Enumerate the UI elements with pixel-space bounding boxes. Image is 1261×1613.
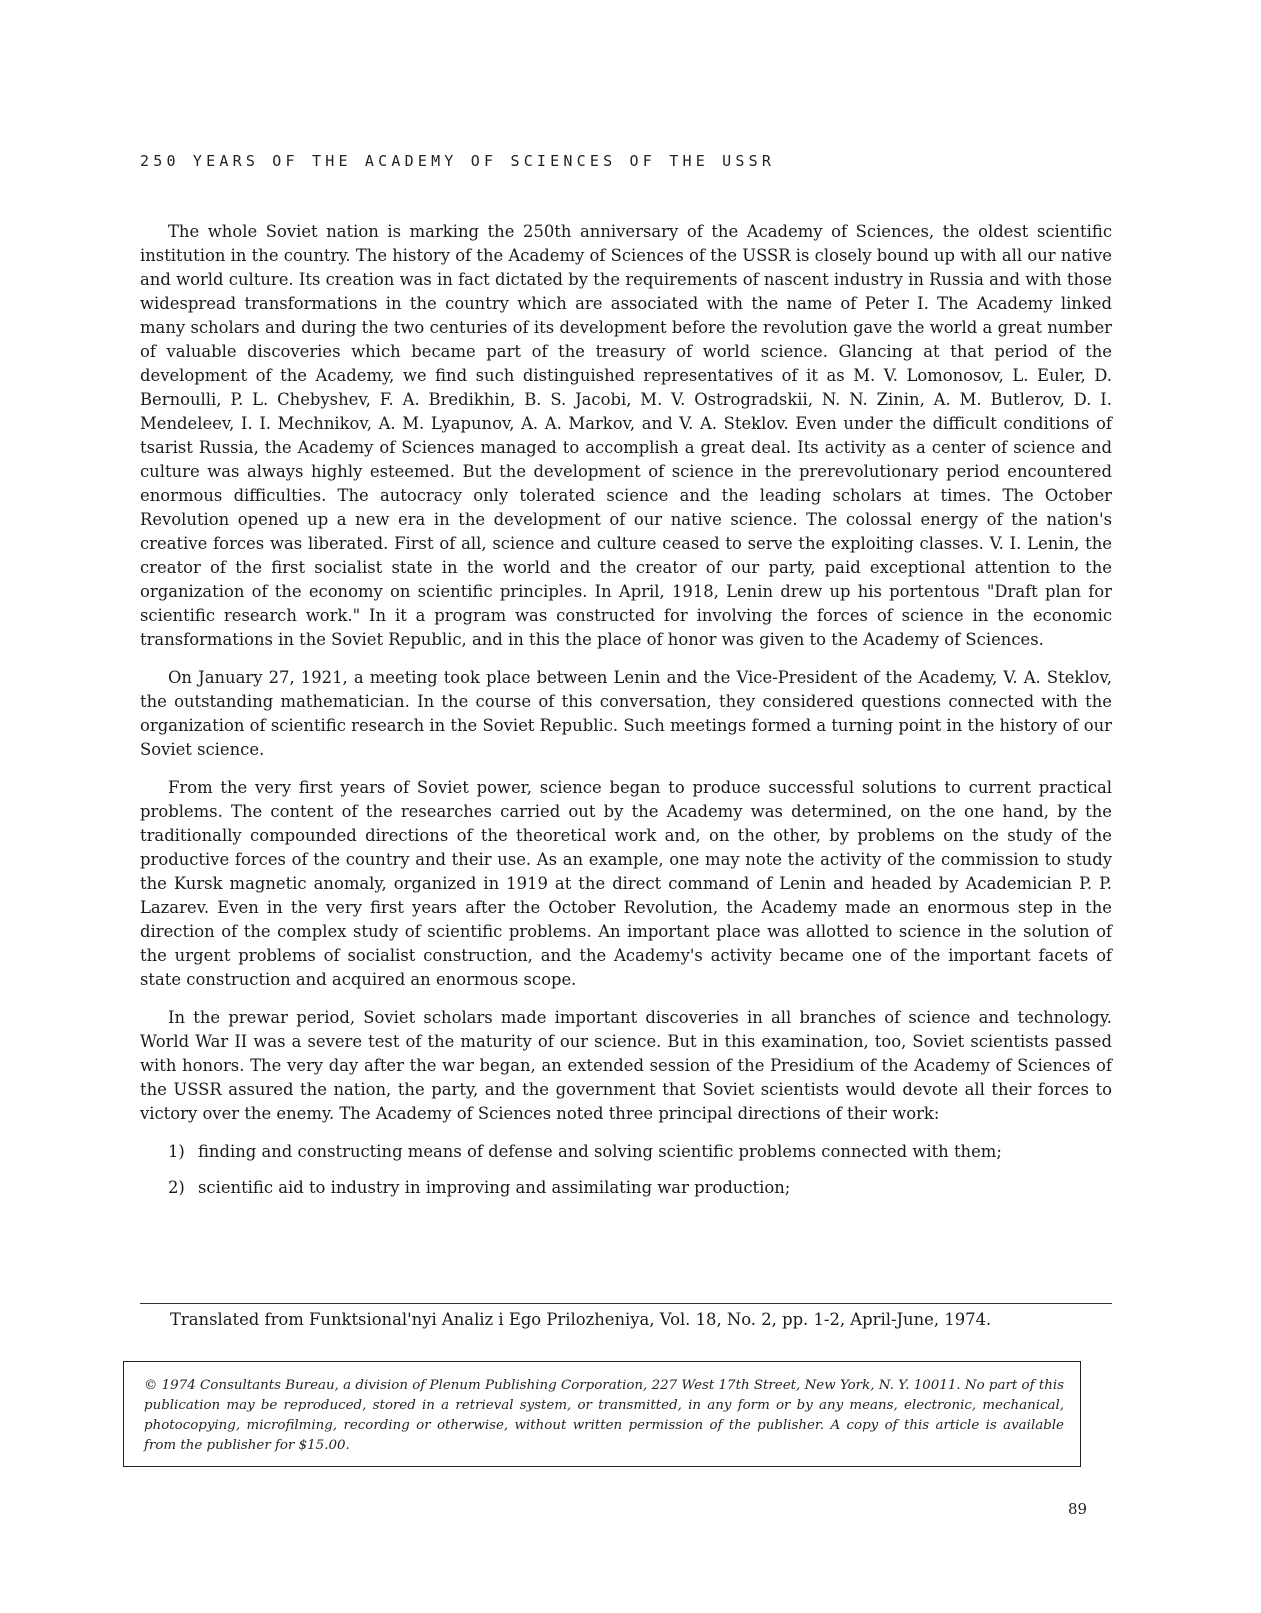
page-number: 89 [1068,1500,1088,1518]
paragraph-4: In the prewar period, Soviet scholars made important discoveries in all branches of science and technology. World War II was a severe test of the maturity of our science. But in this examination, too, Soviet scientists passed with honors. The very day after the war began, an extended session of the Presidium of the Academy of Sciences of the USSR assured the nation, the party, and the government that Soviet scientists would devote all their forces to victory over the enemy. The Academy of Sciences noted three principal directions of their work: [140,1008,1112,1123]
list-item-1 [140,1140,1112,1164]
article-body [140,220,1112,1212]
list-item-text: scientific aid to industry in improving and assimilating war production; [198,1178,791,1197]
list-item-2 [140,1176,1112,1200]
footnote-divider [140,1303,1112,1304]
copyright-notice [123,1361,1081,1467]
copyright-text: © 1974 Consultants Bureau, a division of Plenum Publishing Corporation, 227 West 17th Street, New York, N. Y. 10011. No part of this publication may be reproduced, stored in a retrieval system, or transmitted, in any form or by any means, electronic, mechanical, photocopying, microfilming, recording or otherwise, without written permission of the publisher. A copy of this article is available from the publisher for $15.00. [144,1378,1064,1453]
list-item-number: 2) [168,1178,185,1197]
list-item-text: finding and constructing means of defense and solving scientific problems connected with them; [198,1142,1002,1161]
translation-note: Translated from Funktsional'nyi Analiz i Ego Prilozheniya, Vol. 18, No. 2, pp. 1-2, April-June, 1974. [170,1310,992,1329]
paragraph-2: On January 27, 1921, a meeting took place between Lenin and the Vice-President of the Academy, V. A. Steklov, the outstanding mathematician. In the course of this conversation, they considered questions connected with the organization of scientific research in the Soviet Republic. Such meetings formed a turning point in the history of our Soviet science. [140,668,1112,759]
list-item-number: 1) [168,1142,185,1161]
paragraph-3: From the very first years of Soviet power, science began to produce successful solutions to current practical problems. The content of the researches carried out by the Academy was determined, on the one hand, by the traditionally compounded directions of the theoretical work and, on the other, by problems on the study of the productive forces of the country and their use. As an example, one may note the activity of the commission to study the Kursk magnetic anomaly, organized in 1919 at the direct command of Lenin and headed by Academician P. P. Lazarev. Even in the very first years after the October Revolution, the Academy made an enormous step in the direction of the complex study of scientific problems. An important place was allotted to science in the solution of the urgent problems of socialist construction, and the Academy's activity became one of the important facets of state construction and acquired an enormous scope. [140,778,1112,989]
article-title: 250 YEARS OF THE ACADEMY OF SCIENCES OF THE USSR [140,152,776,170]
paragraph-1: The whole Soviet nation is marking the 250th anniversary of the Academy of Sciences, the oldest scientific institution in the country. The history of the Academy of Sciences of the USSR is closely bound up with all our native and world culture. Its creation was in fact dictated by the requirements of nascent industry in Russia and with those widespread transformations in the country which are associated with the name of Peter I. The Academy linked many scholars and during the two centuries of its development before the revolution gave the world a great number of valuable discoveries which became part of the treasury of world science. Glancing at that period of the development of the Academy, we find such distinguished representatives of it as M. V. Lomonosov, L. Euler, D. Bernoulli, P. L. Chebyshev, F. A. Bredikhin, B. S. Jacobi, M. V. Ostrogradskii, N. N. Zinin, A. M. Butlerov, D. I. Mendeleev, I. I. Mechnikov, A. M. Lyapunov, A. A. Markov, and V. A. Steklov. Even under the difficult conditions of tsarist Russia, the Academy of Sciences managed to accomplish a great deal. Its activity as a center of science and culture was always highly esteemed. But the development of science in the prerevolutionary period encountered enormous difficulties. The autocracy only tolerated science and the leading scholars at times. The October Revolution opened up a new era in the development of our native science. The colossal energy of the nation's creative forces was liberated. First of all, science and culture ceased to serve the exploiting classes. V. I. Lenin, the creator of the first socialist state in the world and the creator of our party, paid exceptional attention to the organization of the economy on scientific principles. In April, 1918, Lenin drew up his portentous "Draft plan for scientific research work." In it a program was constructed for involving the forces of science in the economic transformations in the Soviet Republic, and in this the place of honor was given to the Academy of Sciences. [140,222,1112,649]
